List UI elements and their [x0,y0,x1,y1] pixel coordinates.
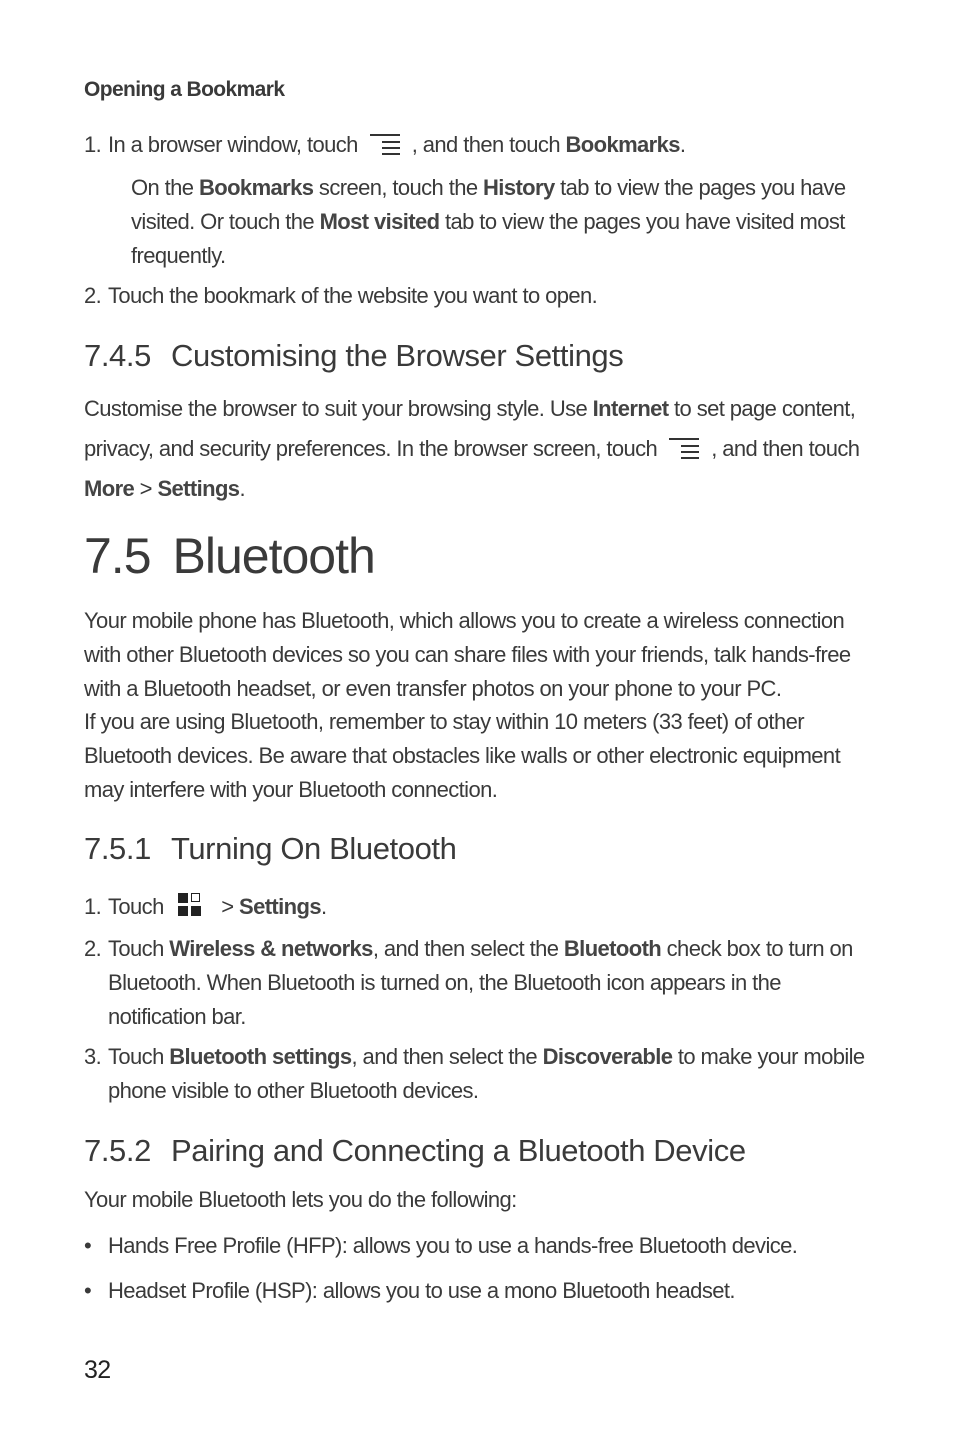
list-item: • Headset Profile (HSP): allows you to use a mono Bluetooth headset. [84,1274,870,1308]
bluetooth-step-3: 3. Touch Bluetooth settings, and then select the Discoverable to make your mobile phone visible to other Bluetooth devices. [84,1040,870,1108]
section-heading-7-4-5: 7.4.5 Customising the Browser Settings [84,338,624,373]
subheading-opening-bookmark: Opening a Bookmark [84,78,285,101]
bluetooth-range-paragraph: If you are using Bluetooth, remember to stay within 10 meters (33 feet) of other Bluetooth devices. Be aware that obstacles like walls or other electronic equipment may interfere with your Bluetooth connection. [84,709,841,802]
bluetooth-intro-paragraph: Your mobile phone has Bluetooth, which allows you to create a wireless connection with other Bluetooth devices so you can share files with your friends, talk hands-free with a Bluetooth headset, or even transfer photos on your phone to your PC. [84,608,851,701]
browser-settings-paragraph: Customise the browser to suit your browsing style. Use Internet to set page content, privacy, and security preferences. In the browser screen, touch , and then touch More > Settings. [84,396,860,501]
bookmark-step-2: 2. Touch the bookmark of the website you want to open. [84,279,870,313]
step-number: 2. [84,936,102,961]
menu-icon [669,436,699,460]
app-grid-icon [178,893,202,917]
bluetooth-step-1: 1. Touch > Settings. [84,890,870,924]
step-number: 1. [84,132,102,157]
step-number: 3. [84,1044,102,1069]
bullet: • [84,1278,92,1303]
step-number: 2. [84,283,102,308]
list-item: • Hands Free Profile (HFP): allows you to use a hands-free Bluetooth device. [84,1229,870,1263]
section-heading-7-5-1: 7.5.1 Turning On Bluetooth [84,831,457,866]
step-number: 1. [84,894,102,919]
bullet: • [84,1233,92,1258]
chapter-heading-7-5: 7.5 Bluetooth [84,528,375,584]
menu-icon [370,132,400,156]
bookmark-step-1: 1. In a browser window, touch , and then touch Bookmarks. [84,128,870,162]
section-heading-7-5-2: 7.5.2 Pairing and Connecting a Bluetooth Device [84,1133,746,1168]
bookmark-step-1-detail: On the Bookmarks screen, touch the History tab to view the pages you have visited. Or touch the Most visited tab to view the pages you have visited most frequently. [131,175,846,268]
page-number: 32 [84,1356,111,1384]
bluetooth-step-2: 2. Touch Wireless & networks, and then select the Bluetooth check box to turn on Bluetooth. When Bluetooth is turned on, the Bluetooth icon appears in the notification bar. [84,932,870,1034]
pairing-intro: Your mobile Bluetooth lets you do the following: [84,1187,517,1212]
